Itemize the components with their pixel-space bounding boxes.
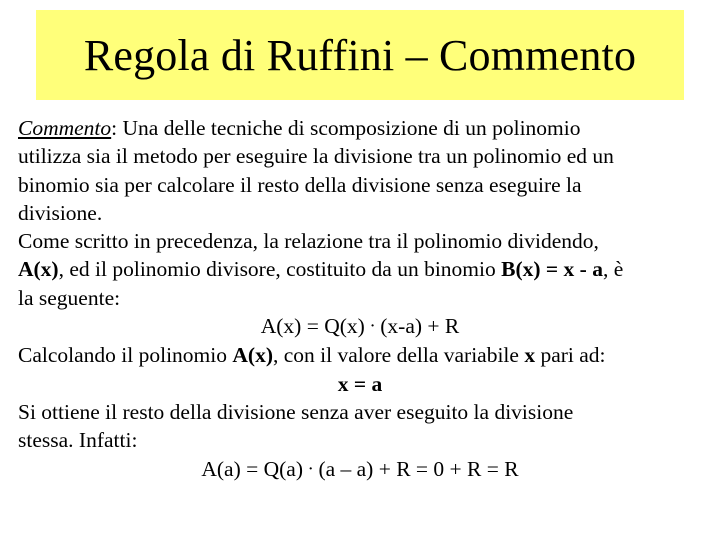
paragraph-commento <box>18 114 702 227</box>
p3-post: pari ad: <box>535 343 606 368</box>
multiplication-dot-2: · <box>308 461 314 477</box>
multiplication-dot: · <box>370 319 375 335</box>
formula2: x = a <box>337 371 383 396</box>
formula3-left: A(a) = Q(a) <box>201 456 304 481</box>
paragraph-calcolando <box>18 341 702 369</box>
formula1-right: (x-a) + R <box>380 314 460 339</box>
p3-pre: Calcolando il polinomio <box>18 343 233 368</box>
p1-line2: utilizza sia il metodo per eseguire la divisione tra un polinomio ed un <box>18 144 614 169</box>
p4-line1: Si ottiene il resto della divisione senza aver eseguito la divisione <box>18 399 574 424</box>
binomial-bx: B(x) = x - a <box>501 257 603 282</box>
variable-x: x <box>524 343 536 368</box>
p2-line3: la seguente: <box>18 285 121 310</box>
p2-line1: Come scritto in precedenza, la relazione tra il polinomio dividendo, <box>18 229 599 254</box>
slide-body <box>18 114 702 484</box>
p3-mid: , con il valore della variabile <box>273 343 525 368</box>
p4-line2: stessa. Infatti: <box>18 428 138 453</box>
p2-mid: , ed il polinomio divisore, costituito da un binomio <box>58 257 502 282</box>
formula-division <box>18 312 702 341</box>
formula1-left: A(x) = Q(x) <box>260 314 365 339</box>
formula3-right: (a – a) + R = 0 + R = R <box>318 456 519 481</box>
p1-line1: : Una delle tecniche di scomposizione di un polinomio <box>111 116 581 140</box>
formula-x-equals-a <box>18 370 702 398</box>
title-banner <box>36 10 684 100</box>
p1-line3: binomio sia per calcolare il resto della divisione senza eseguire la <box>18 172 582 197</box>
paragraph-resto <box>18 398 702 455</box>
formula-remainder <box>18 455 702 484</box>
polynomial-ax-2: A(x) <box>232 343 273 368</box>
commento-label: Commento <box>18 116 112 140</box>
paragraph-relazione <box>18 227 702 312</box>
slide-title: Regola di Ruffini – Commento <box>83 30 637 80</box>
polynomial-ax: A(x) <box>18 257 59 282</box>
p1-line4: divisione. <box>18 200 103 225</box>
p2-end: , è <box>602 257 624 282</box>
